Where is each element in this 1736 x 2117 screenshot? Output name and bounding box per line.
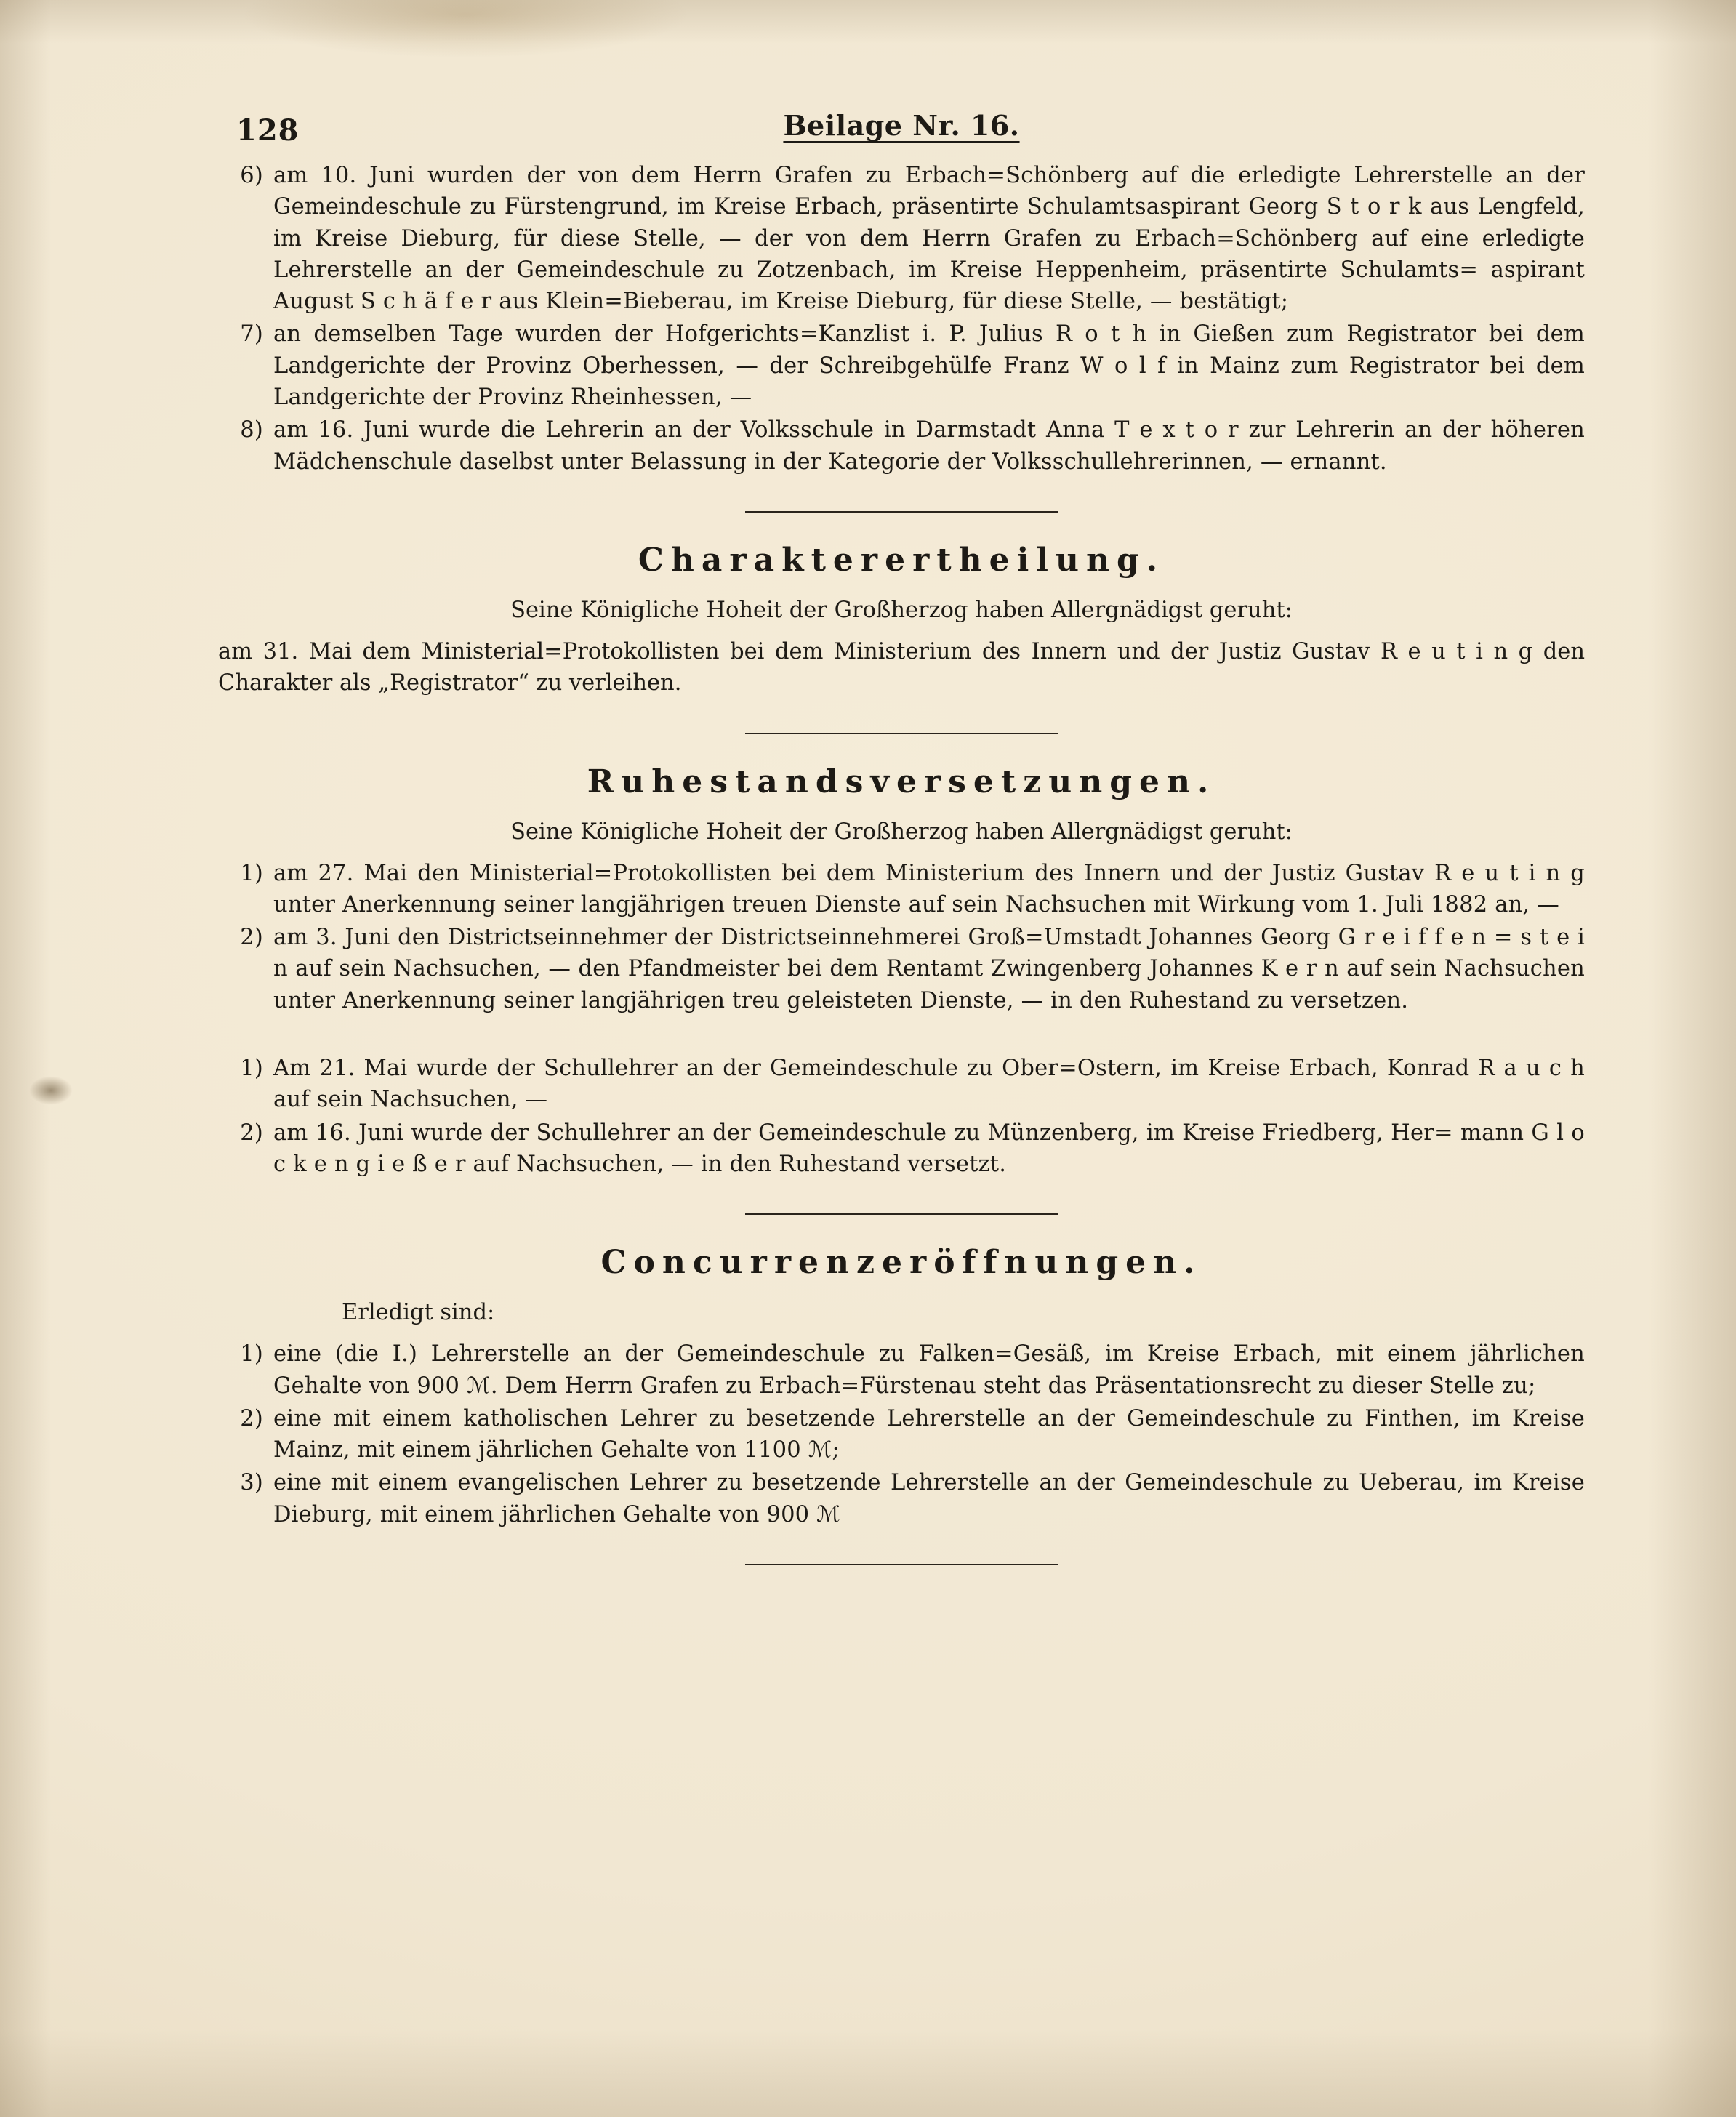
list-text: eine mit einem evangelischen Lehrer zu besetzende Lehrerstelle an der Gemeindeschule zu Ueberau, im Kreise Dieburg, mit einem jährlichen Gehalte von 900 ℳ	[273, 1470, 1585, 1527]
list-item	[218, 922, 1585, 1016]
running-head: Beilage Nr. 16.	[783, 109, 1020, 142]
list-text: am 16. Juni wurde die Lehrerin an der Volksschule in Darmstadt Anna T e x t o r zur Lehrerin an der höheren Mädchenschule daselbst unter Belassung in der Kategorie der Volksschullehrerinnen, — ernannt.	[273, 417, 1585, 475]
list-item	[218, 414, 1585, 478]
list-marker: 8)	[240, 417, 263, 443]
section-lead: Seine Königliche Hoheit der Großherzog haben Allergnädigst geruht:	[510, 597, 1293, 623]
page-content	[218, 109, 1585, 1594]
page-edge-shadow-top	[0, 0, 1736, 44]
list-marker: 2)	[240, 1120, 263, 1146]
list-item	[218, 1117, 1585, 1181]
section-heading: Charakterertheilung.	[638, 541, 1165, 579]
list-marker: 1)	[240, 860, 263, 886]
list-marker: 2)	[240, 1405, 263, 1431]
list-text: am 27. Mai den Ministerial=Protokollisten bei dem Ministerium des Innern und der Justiz Gustav R e u t i n g unter Anerkennung seiner langjährigen treuen Dienste auf sein Nachsuchen mit Wirkung vom 1. Juli 1882 an, —	[273, 860, 1585, 917]
list-marker: 6)	[240, 163, 263, 188]
list-marker: 1)	[240, 1056, 263, 1082]
page-edge-shadow-right	[1649, 0, 1736, 2117]
list-marker: 7)	[240, 321, 263, 348]
list-text: am 10. Juni wurden der von dem Herrn Grafen zu Erbach=Schönberg auf die erledigte Lehrerstelle an der Gemeindeschule zu Fürstengrund, im Kreise Erbach, präsentirte Schulamtsaspirant Georg S t o r k aus Lengfeld, im Kreise Dieburg, für diese Stelle, — der von dem Herrn Grafen zu Erbach=Schönberg auf eine erledigte Lehrerstelle an der Gemeindeschule zu Zotzenbach, im Kreise Heppenheim, präsentirte Schulamts= aspirant August S c h ä f e r aus Klein=Bieberau, im Kreise Dieburg, für diese Stelle, — bestätigt;	[273, 163, 1585, 315]
list-text: am 16. Juni wurde der Schullehrer an der Gemeindeschule zu Münzenberg, im Kreise Friedberg, Her= mann G l o c k e n g i e ß e r auf Nachsuchen, — in den Ruhestand versetzt.	[273, 1120, 1585, 1177]
page-edge-shadow-bottom	[0, 2030, 1736, 2117]
section-divider	[745, 511, 1058, 513]
section-paragraph: am 31. Mai dem Ministerial=Protokollisten bei dem Ministerium des Innern und der Justiz Gustav R e u t i n g den Charakter als „Registrator“ zu verleihen.	[218, 638, 1585, 696]
page-edge-shadow-left	[0, 0, 51, 2117]
list-item	[218, 160, 1585, 317]
list-text: Am 21. Mai wurde der Schullehrer an der Gemeindeschule zu Ober=Ostern, im Kreise Erbach, Konrad R a u c h auf sein Nachsuchen, —	[273, 1056, 1585, 1113]
list-text: am 3. Juni den Districtseinnehmer der Districtseinnehmerei Groß=Umstadt Johannes Georg G r e i f f e n = s t e i n auf sein Nachsuchen, — den Pfandmeister bei dem Rentamt Zwingenberg Johannes K e r n auf sein Nachsuchen unter Anerkennung seiner langjährigen treu geleisteten Dienste, — in den Ruhestand zu versetzen.	[273, 925, 1585, 1013]
section-divider	[745, 1213, 1058, 1215]
paragraph-spacer	[218, 1018, 1585, 1053]
page-number: 128	[236, 113, 300, 148]
list-text: an demselben Tage wurden der Hofgerichts=Kanzlist i. P. Julius R o t h in Gießen zum Registrator bei dem Landgerichte der Provinz Oberhessen, — der Schreibgehülfe Franz W o l f in Mainz zum Registrator bei dem Landgerichte der Provinz Rheinhessen, —	[273, 321, 1585, 411]
list-item	[218, 1053, 1585, 1116]
section-heading: Ruhestandsversetzungen.	[587, 763, 1216, 800]
list-item	[218, 318, 1585, 413]
list-item	[218, 1338, 1585, 1402]
list-marker: 1)	[240, 1341, 263, 1367]
section-heading: Concurrenzeröffnungen.	[600, 1244, 1202, 1282]
scan-artifact-top	[240, 0, 691, 58]
list-item	[218, 1467, 1585, 1530]
list-marker: 2)	[240, 925, 263, 951]
section-lead: Erledigt sind:	[342, 1300, 495, 1326]
section-divider-bottom	[745, 1564, 1058, 1565]
list-item	[218, 858, 1585, 921]
page-header	[218, 109, 1585, 160]
list-text: eine mit einem katholischen Lehrer zu besetzende Lehrerstelle an der Gemeindeschule zu Finthen, im Kreise Mainz, mit einem jährlichen Gehalte von 1100 ℳ;	[273, 1405, 1585, 1463]
scan-artifact-margin	[29, 1076, 73, 1105]
section-lead: Seine Königliche Hoheit der Großherzog haben Allergnädigst geruht:	[510, 819, 1293, 845]
list-text: eine (die I.) Lehrerstelle an der Gemeindeschule zu Falken=Gesäß, im Kreise Erbach, mit einem jährlichen Gehalte von 900 ℳ. Dem Herrn Grafen zu Erbach=Fürstenau steht das Präsentationsrecht zu dieser Stelle zu;	[273, 1341, 1585, 1399]
list-item	[218, 1403, 1585, 1466]
list-marker: 3)	[240, 1470, 263, 1496]
section-divider	[745, 733, 1058, 734]
